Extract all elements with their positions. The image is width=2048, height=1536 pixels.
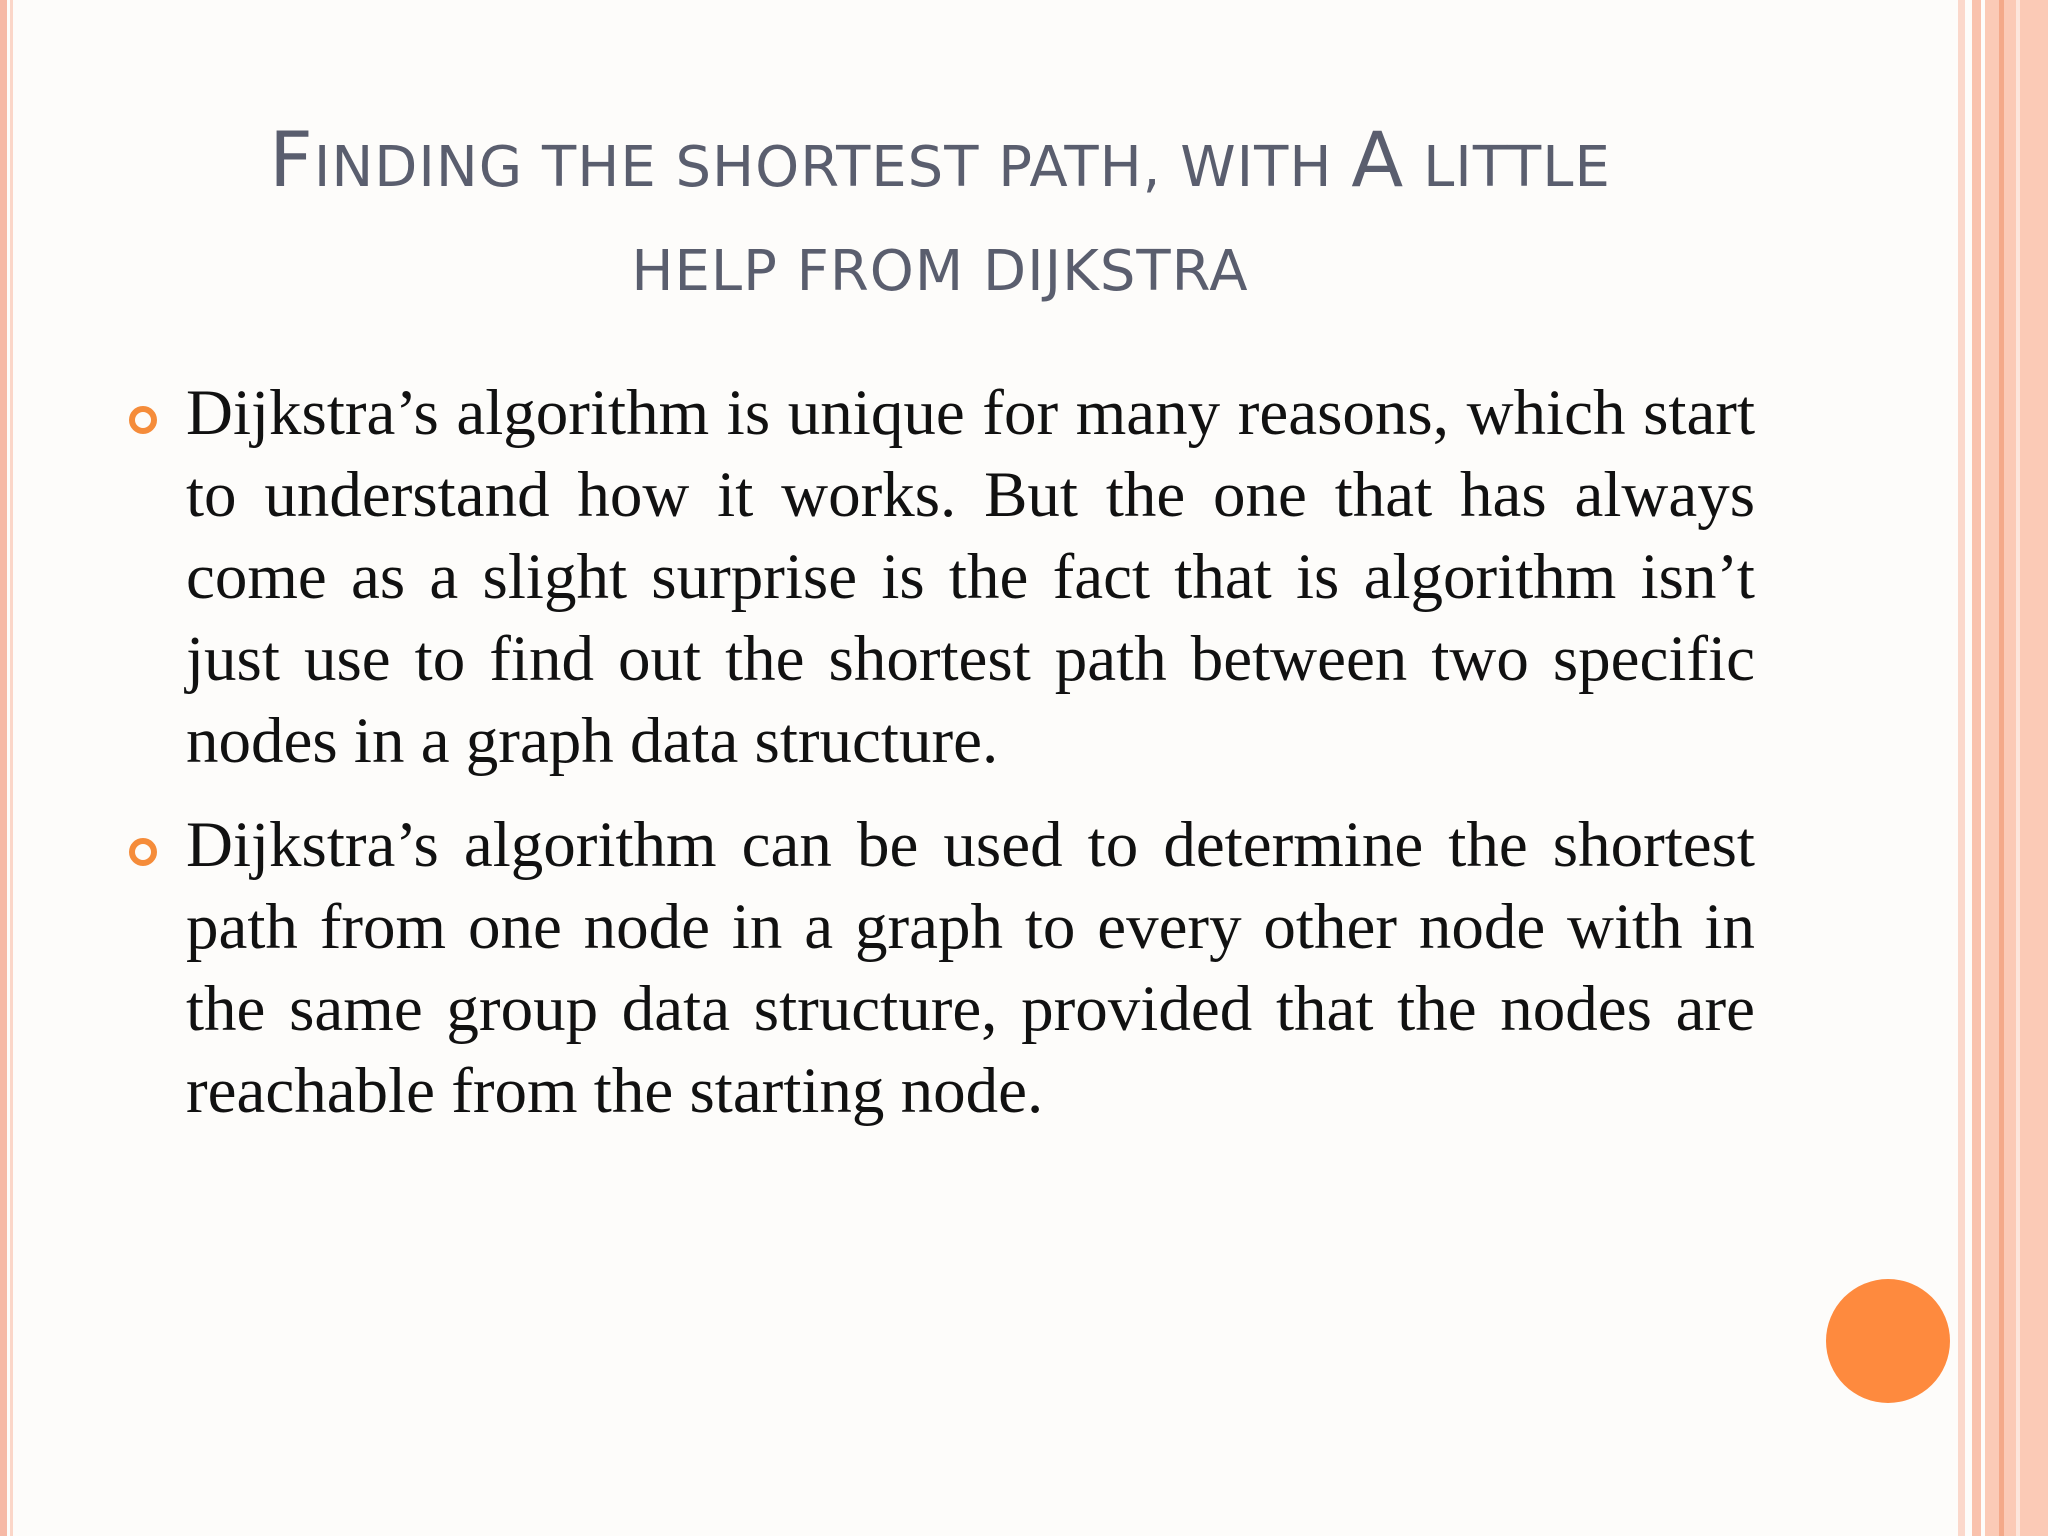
title-part: A	[1351, 115, 1405, 204]
bullet-item	[120, 372, 1755, 782]
title-part: INDING THE SHORTEST PATH, WITH	[313, 135, 1352, 200]
bullet-item	[120, 804, 1755, 1132]
title-line-1	[130, 108, 1750, 220]
title-part: F	[269, 115, 314, 204]
left-border-stripe-inner	[10, 0, 13, 1536]
bullet-text: Dijkstra’s algorithm can be used to determine the shortest path from one node in a graph to every other node with in the same group data structure, provided that the nodes are reachable from the starting node.	[186, 809, 1755, 1127]
right-decor-band	[1972, 0, 1981, 1536]
bullet-list	[120, 372, 1755, 1154]
orange-circle-decoration	[1826, 1279, 1950, 1403]
left-border-stripe	[0, 0, 7, 1536]
slide-title	[130, 108, 1750, 324]
title-line-2: HELP FROM DIJKSTRA	[631, 239, 1249, 304]
bullet-circle-icon	[129, 406, 157, 434]
title-part: LITTLE	[1404, 135, 1611, 200]
right-decor-band	[1958, 0, 1965, 1536]
right-decor-band	[1999, 0, 2004, 1536]
bullet-circle-icon	[129, 838, 157, 866]
right-decor-band	[2016, 0, 2020, 1536]
bullet-text: Dijkstra’s algorithm is unique for many reasons, which start to understand how it works. But the one that has always come as a slight surprise is the fact that is algorithm isn’t just use to find out the shortest path between two specific nodes in a graph data structure.	[186, 377, 1755, 777]
